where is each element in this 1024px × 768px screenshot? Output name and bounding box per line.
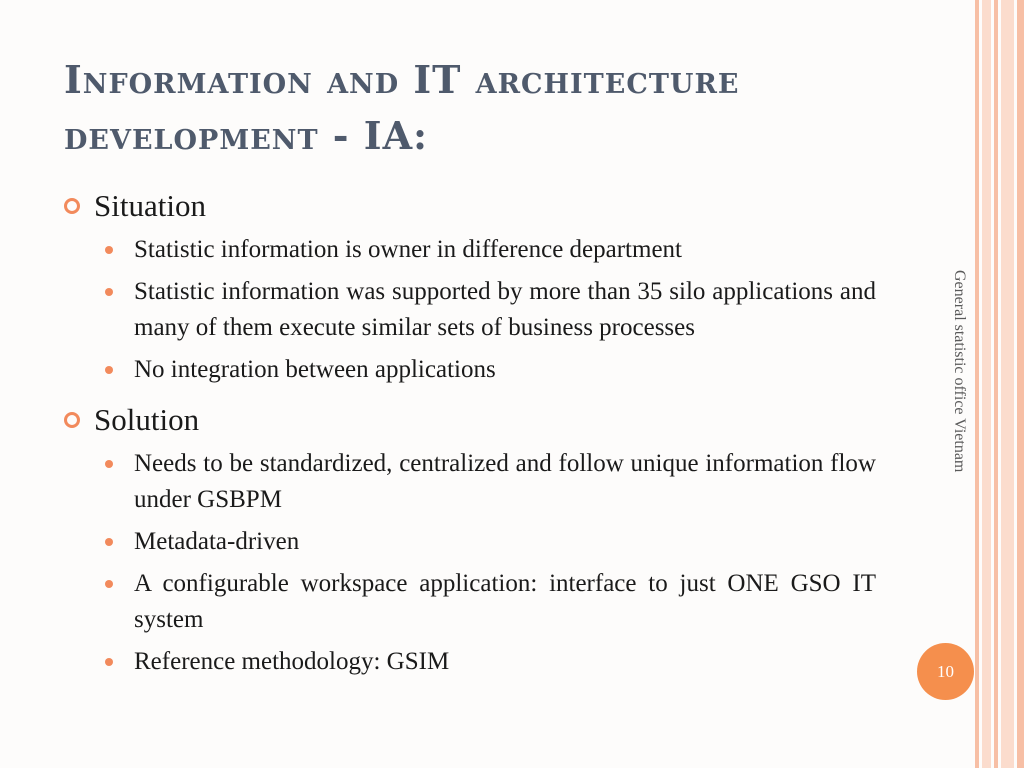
section-heading-label: Situation [94,188,206,223]
section-heading-solution [64,400,876,440]
bullet-dot-icon [105,538,113,546]
section-heading-label: Solution [94,402,200,437]
list-item [105,352,876,388]
stripe-2 [982,0,991,768]
list-item [105,524,876,560]
list-item [105,446,876,518]
list-item [105,566,876,638]
bullet-dot-icon [105,288,113,296]
list-item-text: Metadata-driven [134,528,300,555]
list-item [105,232,876,268]
slide-title: Information and IT architecture development - IA: [64,57,740,158]
bullet-dot-icon [105,366,113,374]
solution-list [64,446,876,680]
list-item-text: Statistic information is owner in difference department [134,236,682,263]
stripe-5 [1017,0,1024,768]
situation-list [64,232,876,388]
list-item-text: No integration between applications [134,356,496,383]
slide-content [64,186,876,686]
list-item-text: Needs to be standardized, centralized and follow unique information flow under GSBPM [134,450,876,513]
bullet-dot-icon [105,460,113,468]
list-item [105,274,876,346]
stripe-1 [975,0,979,768]
bullet-dot-icon [105,580,113,588]
vertical-footer-label: General statistic office Vietnam [951,270,968,473]
list-item-text: A configurable workspace application: interface to just ONE GSO IT system [134,570,876,633]
section-heading-situation [64,186,876,226]
list-item-text: Statistic information was supported by more than 35 silo applications and many of them execute similar sets of business processes [134,278,876,341]
page-number-badge: 10 [917,643,974,700]
list-item [105,644,876,680]
stripe-4 [1001,0,1014,768]
list-item-text: Reference methodology: GSIM [134,648,450,675]
circle-bullet-icon [64,412,80,428]
bullet-dot-icon [105,658,113,666]
stripe-3 [994,0,998,768]
bullet-dot-icon [105,246,113,254]
circle-bullet-icon [64,198,80,214]
